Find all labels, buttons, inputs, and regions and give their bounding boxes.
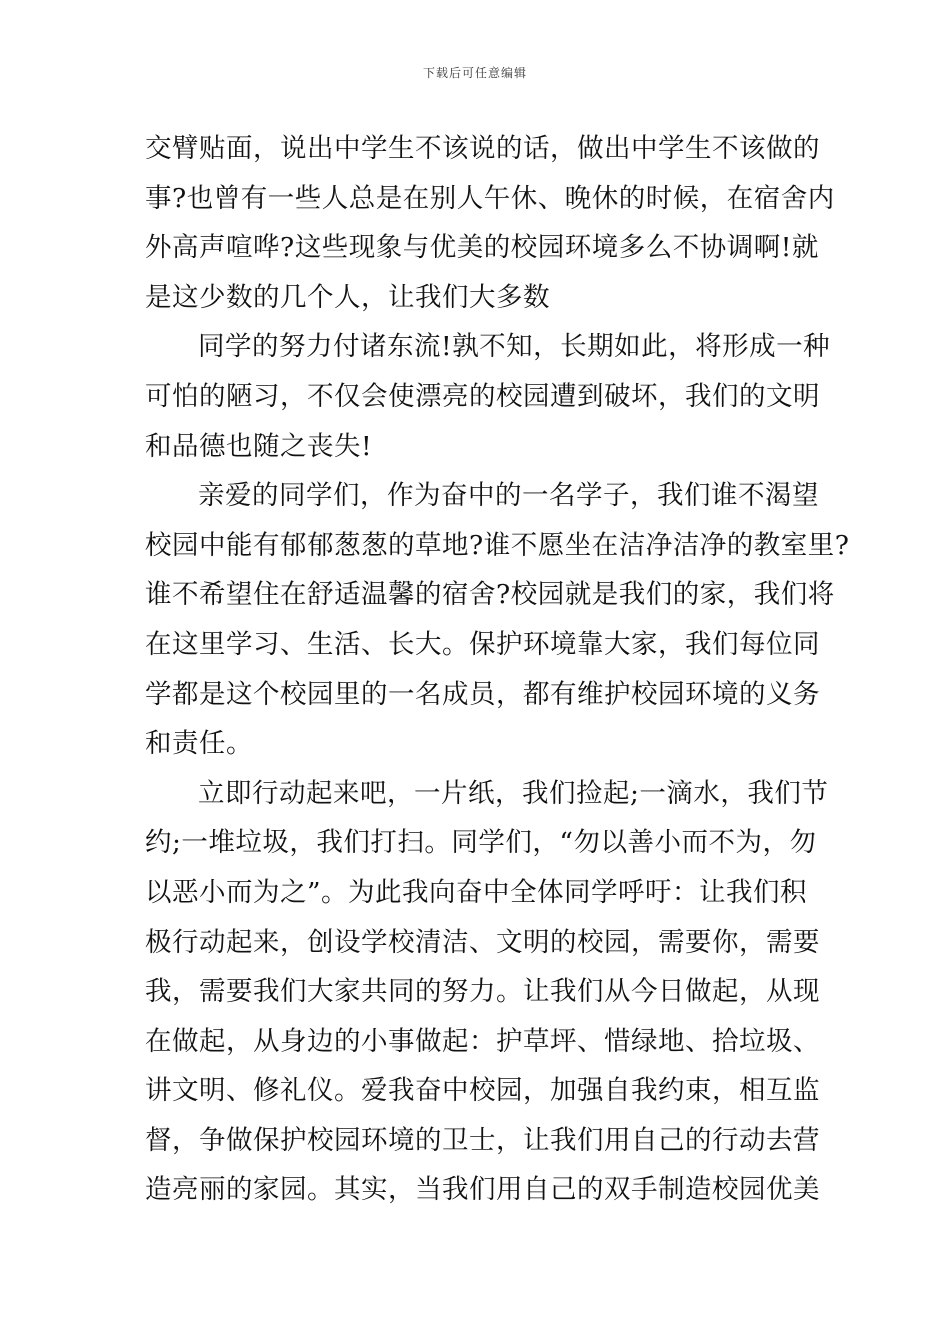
paragraph-first-line: 亲爱的同学们，作为奋中的一名学子，我们谁不渴望 <box>198 480 819 512</box>
text-line: 可怕的陋习，不仅会使漂亮的校园遭到破坏，我们的文明 <box>145 380 820 412</box>
page-header: 下载后可任意编辑 <box>422 66 527 80</box>
text-line: 事?也曾有一些人总是在别人午休、晚休的时候，在宿舍内 <box>145 182 835 214</box>
text-line: 校园中能有郁郁葱葱的草地?谁不愿坐在洁净洁净的教室里? <box>145 529 850 561</box>
text-line: 在做起，从身边的小事做起：护草坪、惜绿地、拾垃圾、 <box>145 1025 820 1057</box>
text-line: 督，争做保护校园环境的卫士，让我们用自己的行动去营 <box>145 1124 820 1156</box>
text-line: 和品德也随之丧失! <box>145 430 373 462</box>
text-line: 和责任。 <box>145 728 253 760</box>
text-line: 学都是这个校园里的一名成员，都有维护校园环境的义务 <box>145 678 820 710</box>
text-line: 我，需要我们大家共同的努力。让我们从今日做起，从现 <box>145 976 820 1008</box>
document-body <box>145 124 850 1215</box>
text-line: 以恶小而为之”。为此我向奋中全体同学呼吁：让我们积 <box>145 876 808 908</box>
paragraph-first-line: 同学的努力付诸东流!孰不知，长期如此，将形成一种 <box>198 331 831 363</box>
text-line: 谁不希望住在舒适温馨的宿舍?校园就是我们的家，我们将 <box>145 579 835 611</box>
text-line: 讲文明、修礼仪。爱我奋中校园，加强自我约束，相互监 <box>145 1075 820 1107</box>
text-line: 在这里学习、生活、长大。保护环境靠大家，我们每位同 <box>145 628 820 660</box>
text-line: 造亮丽的家园。其实，当我们用自己的双手制造校园优美 <box>145 1174 820 1206</box>
text-line: 交臂贴面，说出中学生不该说的话，做出中学生不该做的 <box>145 133 820 164</box>
text-line: 极行动起来，创设学校清洁、文明的校园，需要你，需要 <box>145 926 820 958</box>
text-line: 约;一堆垃圾，我们打扫。同学们，“勿以善小而不为，勿 <box>145 827 817 859</box>
paragraph-first-line: 立即行动起来吧，一片纸，我们捡起;一滴水，我们节 <box>198 777 829 809</box>
text-line: 外高声喧哗?这些现象与优美的校园环境多么不协调啊!就 <box>145 232 819 264</box>
text-line: 是这少数的几个人，让我们大多数 <box>145 281 550 313</box>
